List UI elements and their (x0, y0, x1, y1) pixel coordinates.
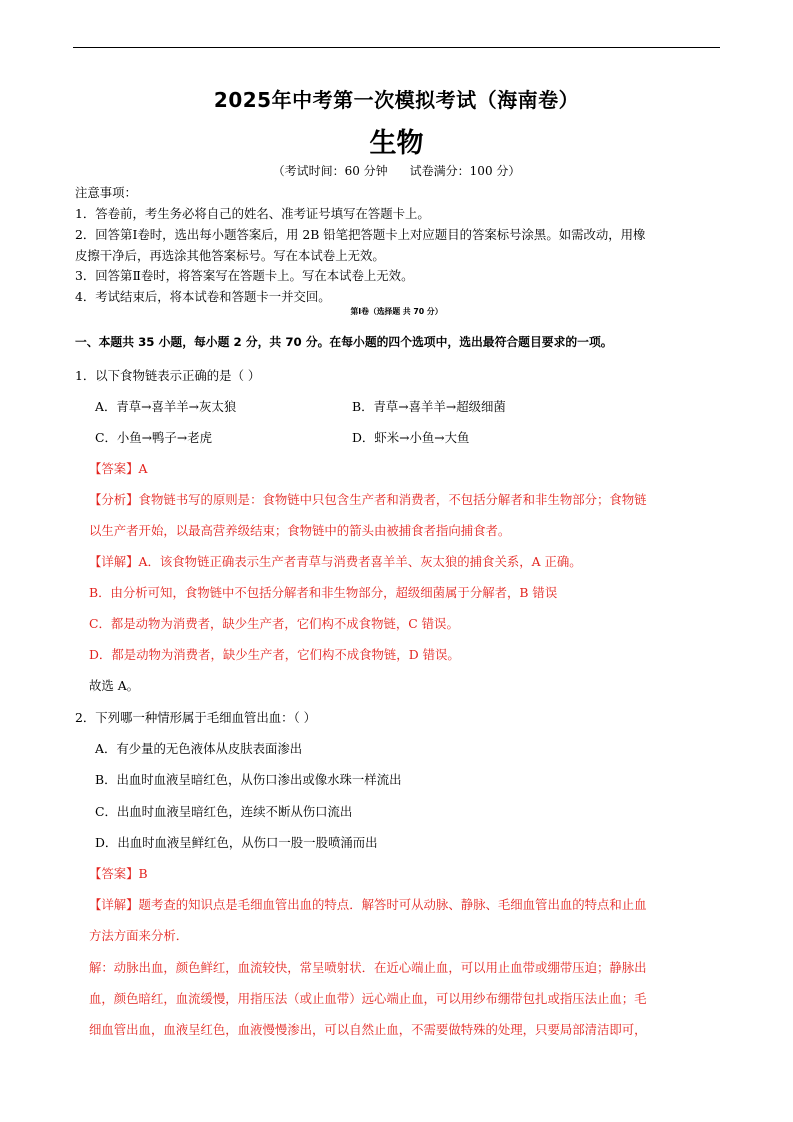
question-1-answer: 【答案】A (89, 461, 148, 476)
question-2-option-c: C．出血时血液呈暗红色，连续不断从伤口流出 (95, 804, 353, 819)
question-1-detail-b: B．由分析可知，食物链中不包括分解者和非生物部分，超级细菌属于分解者，B 错误 (89, 585, 558, 600)
section-title: 第Ⅰ卷（选择题 共 70 分） (350, 307, 443, 316)
header-rule (73, 47, 720, 48)
question-1-option-b: B．青草→喜羊羊→超级细菌 (352, 399, 506, 414)
question-2-answer: 【答案】B (89, 866, 148, 881)
question-1-stem: 1．以下食物链表示正确的是（ ） (75, 368, 261, 383)
question-1-conclusion: 故选 A。 (89, 678, 140, 693)
question-2-solution-cont: 细血管出血，血液呈红色，血液慢慢渗出，可以自然止血，不需要做特殊的处理，只要局部清洁即可， (89, 1022, 647, 1037)
full-score: 试卷满分：100 分） (409, 164, 521, 178)
question-1-option-d: D．虾米→小鱼→大鱼 (352, 430, 470, 445)
question-1-detail-d: D．都是动物为消费者，缺少生产者，它们构不成食物链，D 错误。 (89, 647, 460, 662)
exam-info (0, 162, 793, 179)
section-instruction: 一、本题共 35 小题，每小题 2 分，共 70 分。在每小题的四个选项中，选出最符合题目要求的一项。 (75, 335, 613, 349)
note-item: 4．考试结束后，将本试卷和答题卡一并交回。 (75, 289, 331, 304)
question-2-detail-cont: 方法方面来分析． (89, 928, 189, 943)
exam-time: （考试时间：60 分钟 (272, 164, 388, 178)
question-1-analysis-cont: 以生产者开始，以最高营养级结束；食物链中的箭头由被捕食者指向捕食者。 (89, 523, 511, 538)
notes-heading: 注意事项： (75, 185, 137, 200)
note-item: 皮擦干净后，再选涂其他答案标号。写在本试卷上无效。 (75, 248, 385, 263)
note-item: 1．答卷前，考生务必将自己的姓名、准考证号填写在答题卡上。 (75, 206, 430, 221)
question-1-option-a: A．青草→喜羊羊→灰太狼 (95, 399, 237, 414)
exam-title: 2025年中考第一次模拟考试（海南卷） (213, 88, 580, 112)
question-1-option-c: C．小鱼→鸭子→老虎 (95, 430, 212, 445)
question-2-solution-cont: 血，颜色暗红，血流缓慢，用指压法（或止血带）远心端止血，可以用纱布绷带包扎或指压法止血；毛 (89, 991, 647, 1006)
question-2-option-b: B．出血时血液呈暗红色，从伤口渗出或像水珠一样流出 (95, 772, 402, 787)
question-1-analysis: 【分析】食物链书写的原则是：食物链中只包含生产者和消费者，不包括分解者和非生物部分；食物链 (89, 492, 647, 507)
question-1-detail-c: C．都是动物为消费者，缺少生产者，它们构不成食物链，C 错误。 (89, 616, 459, 631)
subject-title: 生物 (369, 128, 424, 159)
question-2-option-a: A．有少量的无色液体从皮肤表面渗出 (95, 741, 303, 756)
question-2-stem: 2．下列哪一种情形属于毛细血管出血：（ ） (75, 710, 317, 725)
note-item: 3．回答第Ⅱ卷时，将答案写在答题卡上。写在本试卷上无效。 (75, 268, 414, 283)
question-2-solution: 解：动脉出血，颜色鲜红，血流较快，常呈喷射状．在近心端止血，可以用止血带或绷带压迫；静脉出 (89, 960, 647, 975)
question-2-option-d: D．出血时血液呈鲜红色，从伤口一股一股喷涌而出 (95, 835, 378, 850)
question-2-detail: 【详解】题考查的知识点是毛细血管出血的特点．解答时可从动脉、静脉、毛细血管出血的特点和止血 (89, 897, 647, 912)
question-1-detail: 【详解】A．该食物链正确表示生产者青草与消费者喜羊羊、灰太狼的捕食关系，A 正确。 (89, 554, 582, 569)
note-item: 2．回答第Ⅰ卷时，选出每小题答案后，用 2B 铅笔把答题卡上对应题目的答案标号涂黑。如需改动，用橡 (75, 227, 646, 242)
